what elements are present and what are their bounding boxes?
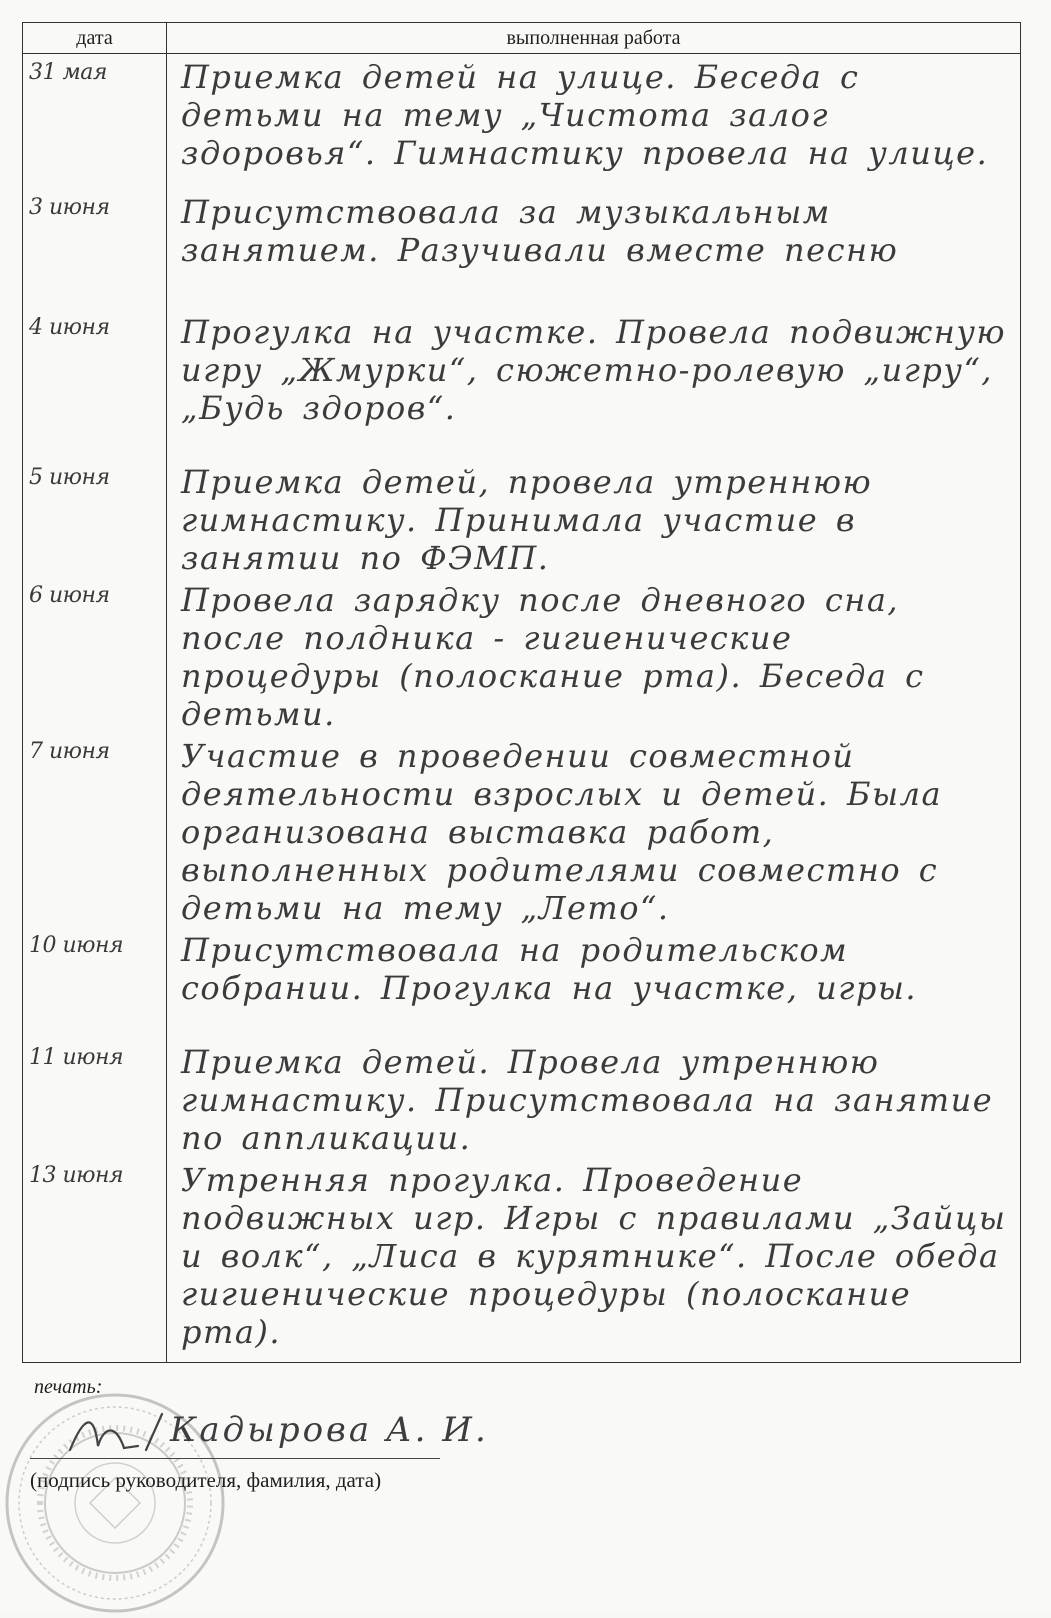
table-row: [23, 189, 1021, 309]
entry-work: Приемка детей, провела утреннюю гимнастику. Принимала участие в занятии по ФЭМП.: [181, 462, 873, 577]
table-row: [23, 1039, 1021, 1157]
entry-date: 6 июня: [29, 582, 110, 608]
entry-date: 5 июня: [29, 464, 110, 490]
table-header-row: [23, 23, 1021, 54]
entry-date: 10 июня: [29, 932, 124, 958]
signature-name: Кадырова А. И.: [170, 1410, 489, 1450]
signature-caption: (подпись руководителя, фамилия, дата): [30, 1468, 382, 1492]
table-row: [23, 733, 1021, 927]
entry-date: 11 июня: [29, 1044, 124, 1070]
entry-date: 3 июня: [29, 194, 110, 220]
signature-block: [30, 1376, 590, 1606]
entry-date: 4 июня: [29, 314, 110, 340]
table-row: [23, 309, 1021, 459]
signature-line: [30, 1458, 440, 1459]
table-row: [23, 577, 1021, 733]
table-row: [23, 459, 1021, 577]
entry-work: Прогулка на участке. Провела подвижную игру „Жмурки“, сюжетно-ролевую „игру“, „Будь здоров“.: [181, 312, 1007, 427]
entry-work: Присутствовала на родительском собрании. Прогулка на участке, игры.: [181, 930, 918, 1007]
date-column-header: дата: [23, 23, 167, 54]
table-row: [23, 927, 1021, 1039]
table-row: [23, 1157, 1021, 1363]
table-row: [23, 54, 1021, 189]
entry-work: Приемка детей на улице. Беседа с детьми на тему „Чистота залог здоровья“. Гимнастику провела на улице.: [181, 58, 989, 172]
entry-work: Утренняя прогулка. Проведение подвижных игр. Игры с правилами „Зайцы и волк“, „Лиса в курятнике“. После обеда гигиенические процедуры (полоскание рта).: [181, 1160, 1007, 1351]
entry-work: Присутствовала за музыкальным занятием. Разучивали вместе песню: [181, 192, 899, 269]
work-log-table: [22, 22, 1021, 1363]
stamp-label: печать:: [34, 1376, 103, 1398]
entry-work: Участие в проведении совместной деятельности взрослых и детей. Была организована выставка работ, выполненных родителями совместно с детьми на тему „Лето“.: [181, 736, 943, 927]
entry-work: Провела зарядку после дневного сна, после полдника - гигиенические процедуры (полоскание рта). Беседа с детьми.: [181, 580, 925, 733]
entry-date: 31 мая: [29, 60, 107, 85]
entry-work: Приемка детей. Провела утреннюю гимнастику. Присутствовала на занятие по аппликации.: [181, 1042, 994, 1157]
entry-date: 7 июня: [29, 738, 110, 764]
work-column-header: выполненная работа: [167, 23, 1021, 54]
entry-date: 13 июня: [29, 1162, 124, 1188]
